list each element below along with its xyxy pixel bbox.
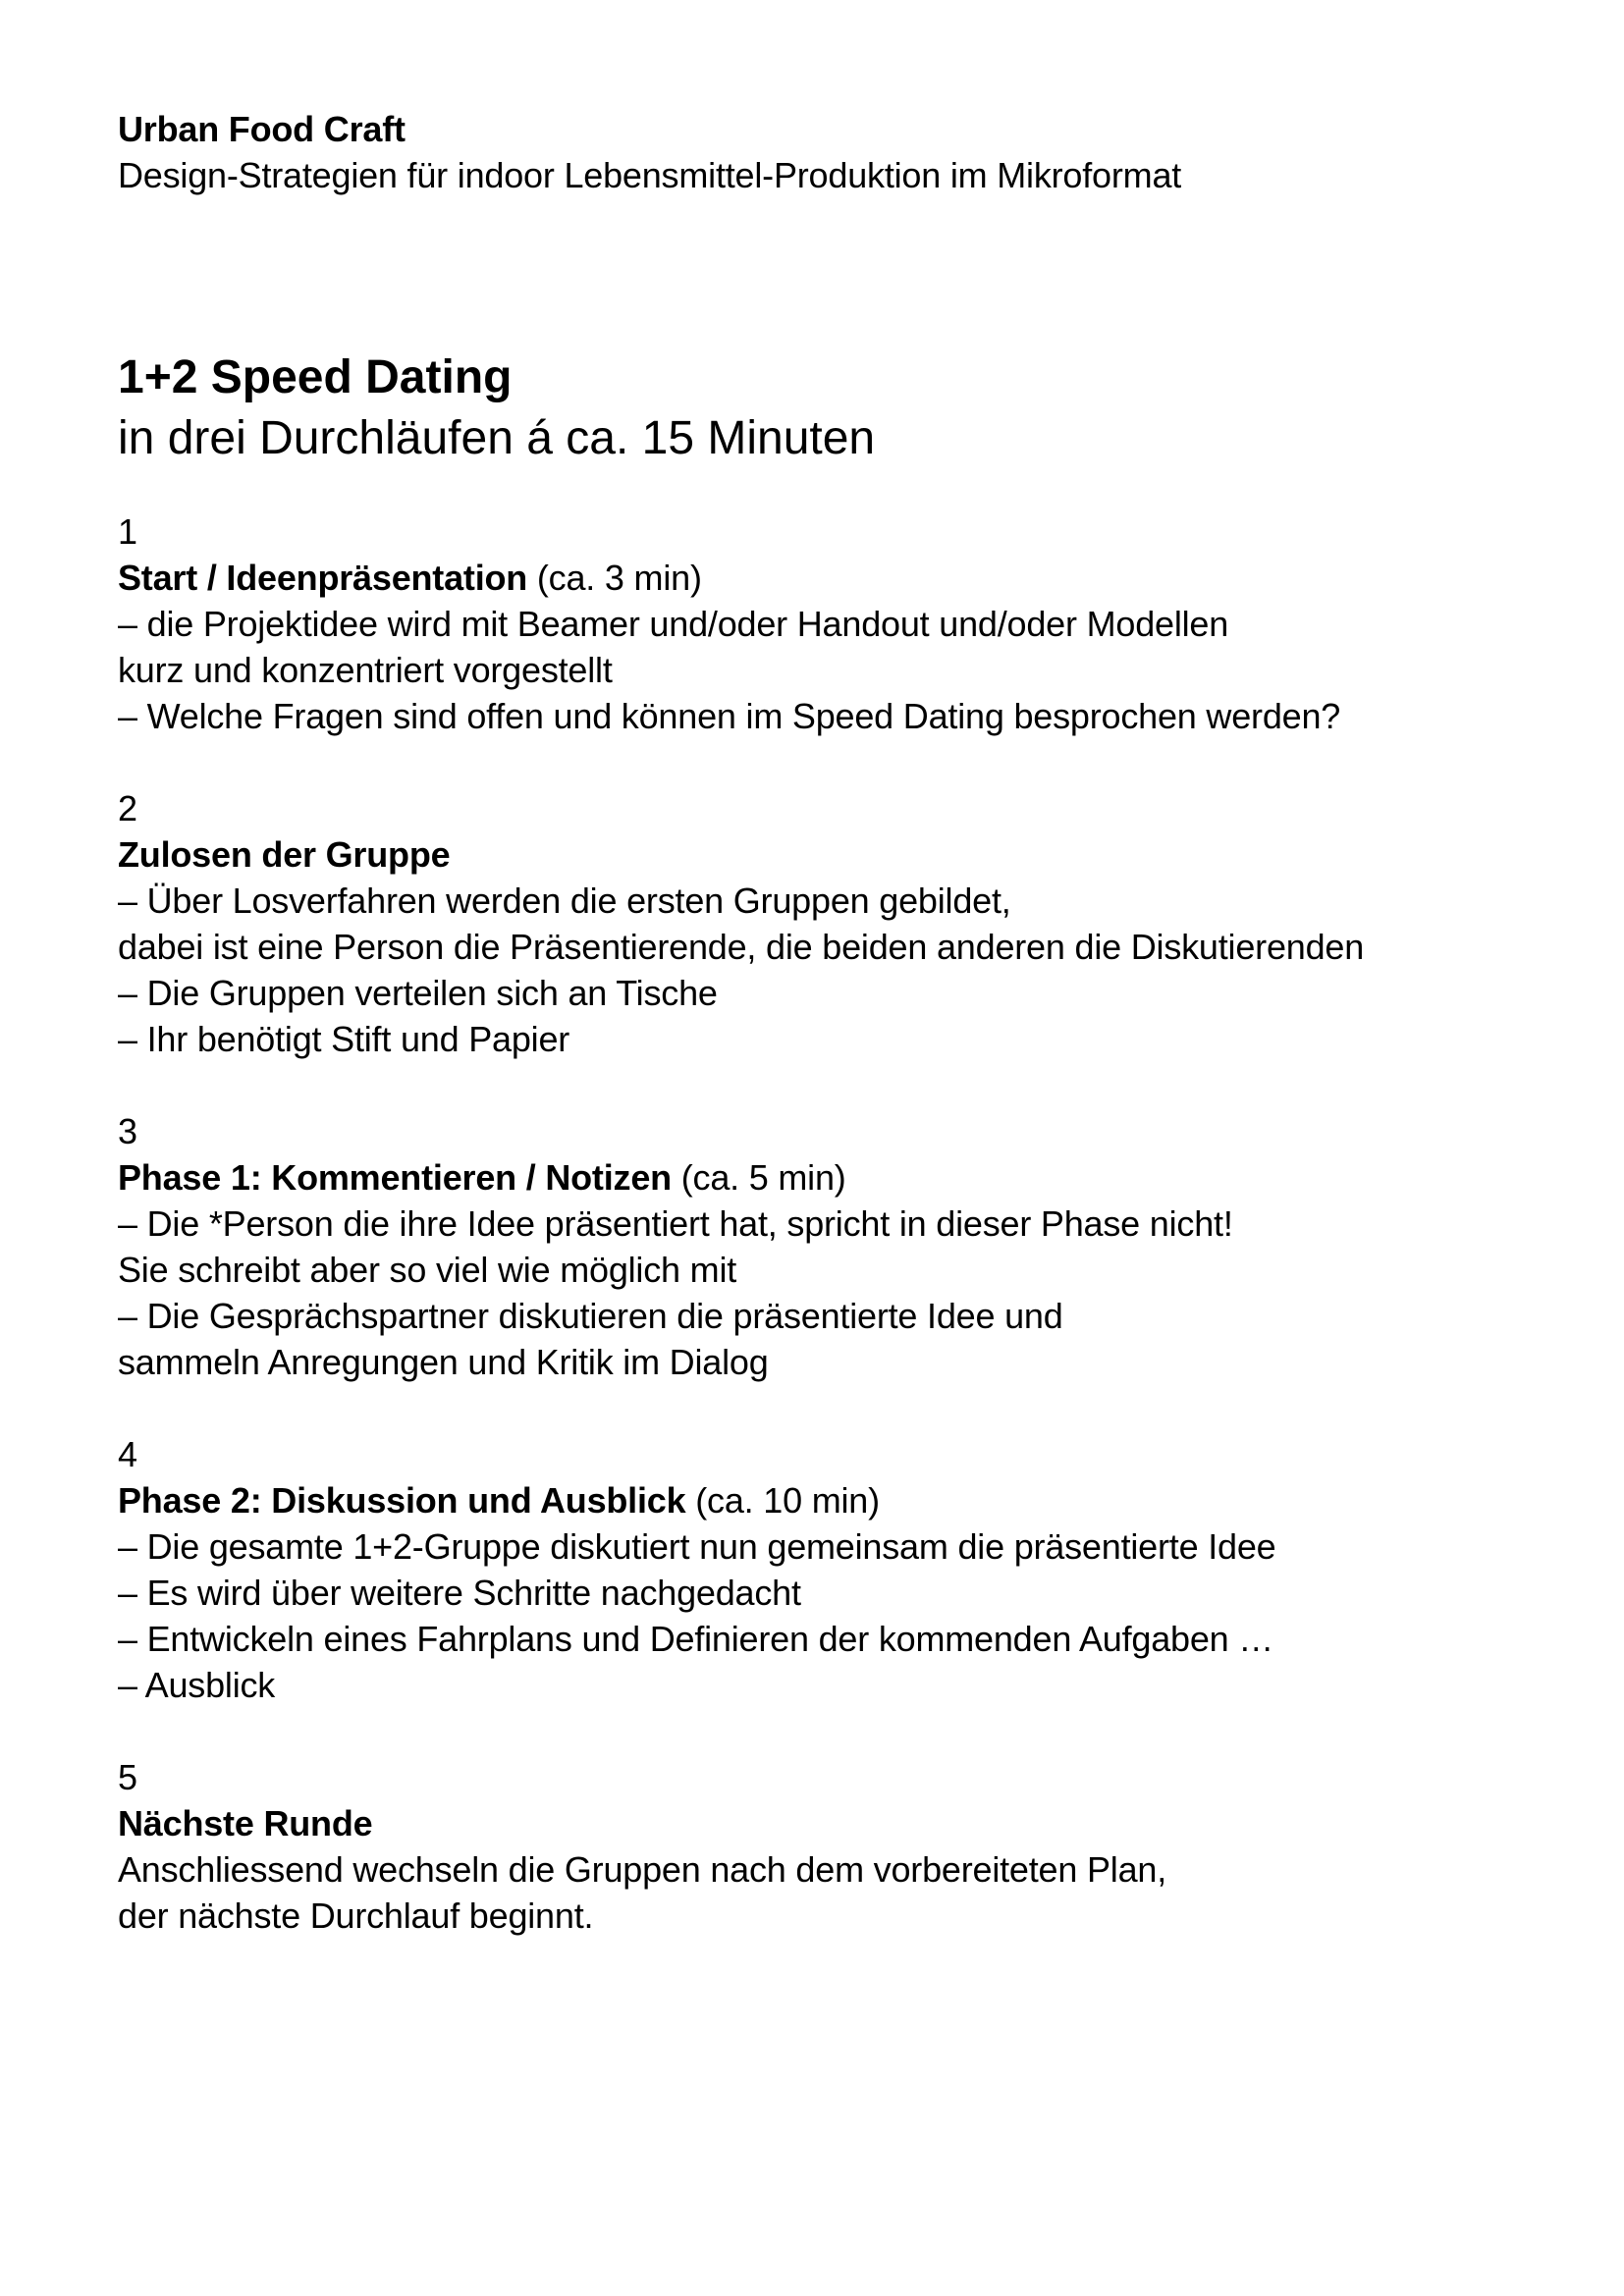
step-line: – Ihr benötigt Stift und Papier [118,1019,570,1059]
steps-list [118,508,1512,1939]
step-line: kurz und konzentriert vorgestellt [118,650,613,690]
step-section [118,1431,1512,1708]
step-line: der nächste Durchlauf beginnt. [118,1896,594,1936]
step-line: – Über Losverfahren werden die ersten Gruppen gebildet, [118,881,1011,921]
step-line: dabei ist eine Person die Präsentierende, die beiden anderen die Diskutierenden [118,927,1365,967]
step-line: – Die *Person die ihre Idee präsentiert hat, spricht in dieser Phase nicht! [118,1203,1233,1244]
step-line: sammeln Anregungen und Kritik im Dialog [118,1342,769,1382]
step-line: Anschliessend wechseln die Gruppen nach dem vorbereiteten Plan, [118,1849,1167,1890]
step-number: 4 [118,1434,137,1474]
document-page [118,106,1512,1985]
step-line: Sie schreibt aber so viel wie möglich mit [118,1250,737,1290]
step-line: – Es wird über weitere Schritte nachgedacht [118,1573,801,1613]
step-line: – Welche Fragen sind offen und können im Speed Dating besprochen werden? [118,696,1341,736]
step-line: – Die Gruppen verteilen sich an Tische [118,973,718,1013]
step-line: – Entwickeln eines Fahrplans und Definieren der kommenden Aufgaben … [118,1619,1274,1659]
step-line: – Die Gesprächspartner diskutieren die präsentierte Idee und [118,1296,1063,1336]
step-duration: (ca. 10 min) [685,1480,880,1521]
step-duration: (ca. 5 min) [671,1157,846,1198]
step-number: 3 [118,1111,137,1151]
step-heading: Zulosen der Gruppe [118,834,451,875]
step-number: 1 [118,511,137,552]
project-subtitle: Design-Strategien für indoor Lebensmittel-Produktion im Mikroformat [118,155,1182,195]
step-line: – Ausblick [118,1665,276,1705]
step-heading: Phase 1: Kommentieren / Notizen [118,1157,672,1198]
page-title: 1+2 Speed Dating [118,351,513,403]
step-duration: (ca. 3 min) [527,558,702,598]
document-header [118,106,1512,198]
project-title: Urban Food Craft [118,109,406,149]
step-heading: Phase 2: Diskussion und Ausblick [118,1480,686,1521]
step-heading: Start / Ideenpräsentation [118,558,528,598]
step-number: 2 [118,788,137,828]
step-line: – Die gesamte 1+2-Gruppe diskutiert nun gemeinsam die präsentierte Idee [118,1526,1276,1567]
step-section [118,785,1512,1062]
step-section [118,1754,1512,1939]
step-number: 5 [118,1757,137,1797]
step-section [118,508,1512,739]
step-heading: Nächste Runde [118,1803,373,1843]
step-section [118,1108,1512,1385]
step-line: – die Projektidee wird mit Beamer und/oder Handout und/oder Modellen [118,604,1229,644]
page-subtitle: in drei Durchläufen á ca. 15 Minuten [118,412,876,464]
